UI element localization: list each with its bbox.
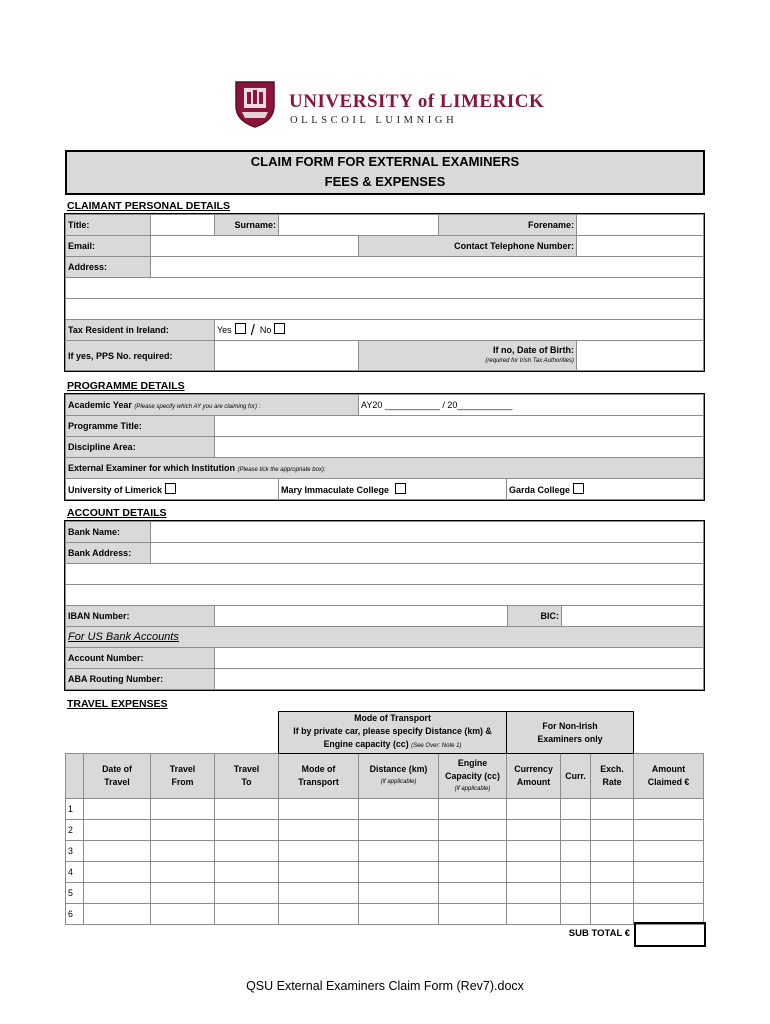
col-currency-line1: Currency [514,764,553,774]
amount-claimed-cell[interactable] [634,883,704,904]
to-cell[interactable] [215,862,279,883]
form-title-line1: CLAIM FORM FOR EXTERNAL EXAMINERS [250,154,520,169]
to-cell[interactable] [215,799,279,820]
yes-checkbox[interactable] [235,323,246,334]
col-exch-line1: Exch. [600,764,624,774]
surname-label: Surname: [215,215,279,236]
dob-label-cell [359,341,577,371]
account-number-label: Account Number: [66,648,215,669]
row-number-header [66,754,84,799]
mode-cell[interactable] [279,841,359,862]
engine-cell[interactable] [439,904,507,925]
phone-field[interactable] [577,236,704,257]
travel-expenses-heading: TRAVEL EXPENSES [67,698,168,710]
institution-label: External Examiner for which Institution [68,463,236,473]
institution-note: (Please tick the appropriate box): [237,467,326,473]
distance-cell[interactable] [359,904,439,925]
us-bank-heading: For US Bank Accounts [68,631,179,643]
amount-claimed-cell[interactable] [634,841,704,862]
from-cell[interactable] [151,904,215,925]
bank-address-field-line1[interactable] [151,543,704,564]
mic-label: Mary Immaculate College [281,485,390,495]
academic-year-field[interactable]: AY20 ___________ / 20___________ [359,395,704,416]
mode-cell[interactable] [279,904,359,925]
col-engine-note: (if applicable) [454,785,491,792]
account-number-field[interactable] [215,648,704,669]
date-cell[interactable] [84,799,151,820]
subtotal-label: SUB TOTAL € [568,928,630,939]
col-mode-line2: Transport [298,777,339,787]
bank-address-label: Bank Address: [66,543,151,564]
programme-title-label: Programme Title: [66,416,215,437]
subtotal-field[interactable] [634,922,706,947]
col-currency-amount [507,754,561,799]
table-row [66,820,704,841]
exch-rate-cell[interactable] [591,820,634,841]
mic-checkbox[interactable] [395,483,406,494]
col-date-line1: Date of [102,764,132,774]
iban-field[interactable] [215,606,508,627]
bank-name-field[interactable] [151,522,704,543]
col-mode-of-transport [279,754,359,799]
academic-year-note: (Please specify which AY you are claiming for) : [134,404,261,410]
mode-group-note: (See Over: Note 1) [411,743,462,749]
surname-field[interactable] [279,215,439,236]
from-cell[interactable] [151,883,215,904]
curr-cell[interactable] [561,883,591,904]
mode-cell[interactable] [279,883,359,904]
col-date-line2: Travel [104,777,130,787]
discipline-area-label: Discipline Area: [66,437,215,458]
programme-title-field[interactable] [215,416,704,437]
col-curr-line1: Curr. [565,770,586,781]
email-field[interactable] [151,236,359,257]
mode-cell[interactable] [279,799,359,820]
col-from-line1: Travel [169,764,196,774]
col-travel-to [215,754,279,799]
curr-cell[interactable] [561,841,591,862]
aba-routing-field[interactable] [215,669,704,690]
university-logo [232,78,545,130]
bank-name-label: Bank Name: [66,522,151,543]
row-number: 2 [66,820,84,841]
currency-amount-cell[interactable] [507,799,561,820]
forename-field[interactable] [577,215,704,236]
date-cell[interactable] [84,883,151,904]
non-irish-line2: Examiners only [537,733,603,744]
curr-cell[interactable] [561,904,591,925]
currency-amount-cell[interactable] [507,841,561,862]
institution-label-cell [66,458,704,479]
travel-header-spacer [66,712,279,754]
yes-label: Yes [217,324,232,335]
mode-group-line3: Engine capacity (cc) [323,739,409,749]
curr-cell[interactable] [561,820,591,841]
col-mode-line1: Mode of [301,764,336,774]
date-cell[interactable] [84,841,151,862]
address-field-line3[interactable] [66,299,704,320]
from-cell[interactable] [151,862,215,883]
document-footer: QSU External Examiners Claim Form (Rev7).docx [246,979,524,993]
from-cell[interactable] [151,841,215,862]
distance-cell[interactable] [359,841,439,862]
garda-label: Garda College [509,485,571,495]
col-engine-capacity [439,754,507,799]
institution-ul-option [66,479,279,500]
table-row [66,883,704,904]
aba-routing-label: ABA Routing Number: [66,669,215,690]
col-distance [359,754,439,799]
from-cell[interactable] [151,820,215,841]
col-exch-rate [591,754,634,799]
engine-cell[interactable] [439,820,507,841]
currency-amount-cell[interactable] [507,862,561,883]
mode-group-line1: Mode of Transport [354,713,431,723]
row-number: 4 [66,862,84,883]
institution-garda-option [507,479,704,500]
no-checkbox[interactable] [274,323,285,334]
dob-field[interactable] [577,341,704,371]
pps-field[interactable] [215,341,359,371]
curr-cell[interactable] [561,799,591,820]
mode-group-line2: If by private car, please specify Distance (km) & [293,726,492,736]
email-label: Email: [66,236,151,257]
account-details-table [65,521,704,690]
dob-note: (required for Irish Tax Authorities) [485,357,575,364]
dob-label: If no, Date of Birth: [493,344,575,355]
exch-rate-cell[interactable] [591,841,634,862]
academic-year-label: Academic Year [68,400,132,410]
mode-of-transport-group [279,712,507,754]
col-exch-line2: Rate [602,777,622,787]
academic-year-label-cell [66,395,359,416]
amount-claimed-cell[interactable] [634,799,704,820]
table-row [66,841,704,862]
to-cell[interactable] [215,841,279,862]
address-label: Address: [66,257,151,278]
exch-rate-cell[interactable] [591,904,634,925]
col-currency-line2: Amount [516,777,551,787]
to-cell[interactable] [215,820,279,841]
distance-cell[interactable] [359,820,439,841]
personal-details-heading: CLAIMANT PERSONAL DETAILS [67,200,230,212]
distance-cell[interactable] [359,862,439,883]
table-row [66,862,704,883]
to-cell[interactable] [215,904,279,925]
col-distance-note: (if applicable) [380,779,417,785]
engine-cell[interactable] [439,841,507,862]
address-field-line1[interactable] [151,257,704,278]
engine-cell[interactable] [439,883,507,904]
programme-details-heading: PROGRAMME DETAILS [67,380,185,392]
account-details-heading: ACCOUNT DETAILS [67,507,167,519]
row-number: 3 [66,841,84,862]
curr-cell[interactable] [561,862,591,883]
institution-mic-option [279,479,507,500]
non-irish-group [507,712,634,754]
col-amount-line1: Amount [651,764,686,774]
ul-checkbox[interactable] [165,483,176,494]
date-cell[interactable] [84,862,151,883]
phone-label: Contact Telephone Number: [359,236,577,257]
university-irish-name: OLLSCOIL LUIMNIGH [290,115,458,126]
col-to-line2: To [241,777,252,787]
date-cell[interactable] [84,904,151,925]
crest-icon [232,78,278,128]
personal-details-table [65,214,704,371]
table-row [66,904,704,925]
separator-slash: / [250,321,255,339]
garda-checkbox[interactable] [573,483,584,494]
pps-label: If yes, PPS No. required: [66,341,215,371]
col-date-of-travel [84,754,151,799]
distance-cell[interactable] [359,883,439,904]
ul-label: University of Limerick [68,485,163,495]
programme-details-table [65,394,704,500]
col-curr [561,754,591,799]
distance-cell[interactable] [359,799,439,820]
from-cell[interactable] [151,799,215,820]
engine-cell[interactable] [439,799,507,820]
row-number: 6 [66,904,84,925]
to-cell[interactable] [215,883,279,904]
col-amount-line2: Claimed € [647,777,690,787]
exch-rate-cell[interactable] [591,799,634,820]
tax-resident-options [215,320,704,341]
form-title-line2: FEES & EXPENSES [324,174,446,189]
us-bank-heading-cell [66,627,704,648]
col-distance-line1: Distance (km) [369,764,428,774]
non-irish-line1: For Non-Irish [542,720,598,731]
col-amount-claimed [634,754,704,799]
iban-label: IBAN Number: [66,606,215,627]
exch-rate-cell[interactable] [591,862,634,883]
form-title [65,150,705,195]
date-cell[interactable] [84,820,151,841]
col-engine-line1: Engine [457,757,488,768]
row-number: 1 [66,799,84,820]
bic-field[interactable] [562,606,704,627]
bank-address-field-line3[interactable] [66,585,704,606]
engine-cell[interactable] [439,862,507,883]
col-to-line1: Travel [233,764,260,774]
address-field-line2[interactable] [66,278,704,299]
forename-label: Forename: [439,215,577,236]
discipline-area-field[interactable] [215,437,704,458]
travel-header-spacer-right [634,712,704,754]
currency-amount-cell[interactable] [507,883,561,904]
travel-expenses-table [65,711,704,925]
col-engine-line2: Capacity (cc) [445,770,500,781]
amount-claimed-cell[interactable] [634,862,704,883]
no-label: No [259,324,272,335]
tax-resident-label: Tax Resident in Ireland: [66,320,215,341]
row-number: 5 [66,883,84,904]
mode-cell[interactable] [279,820,359,841]
bank-address-field-line2[interactable] [66,564,704,585]
title-label: Title: [66,215,151,236]
exch-rate-cell[interactable] [591,883,634,904]
title-field[interactable] [151,215,215,236]
table-row [66,799,704,820]
amount-claimed-cell[interactable] [634,820,704,841]
university-name: UNIVERSITY of LIMERICK [289,91,545,112]
col-from-line2: From [171,777,194,787]
currency-amount-cell[interactable] [507,820,561,841]
col-travel-from [151,754,215,799]
mode-cell[interactable] [279,862,359,883]
currency-amount-cell[interactable] [507,904,561,925]
bic-label: BIC: [508,606,562,627]
